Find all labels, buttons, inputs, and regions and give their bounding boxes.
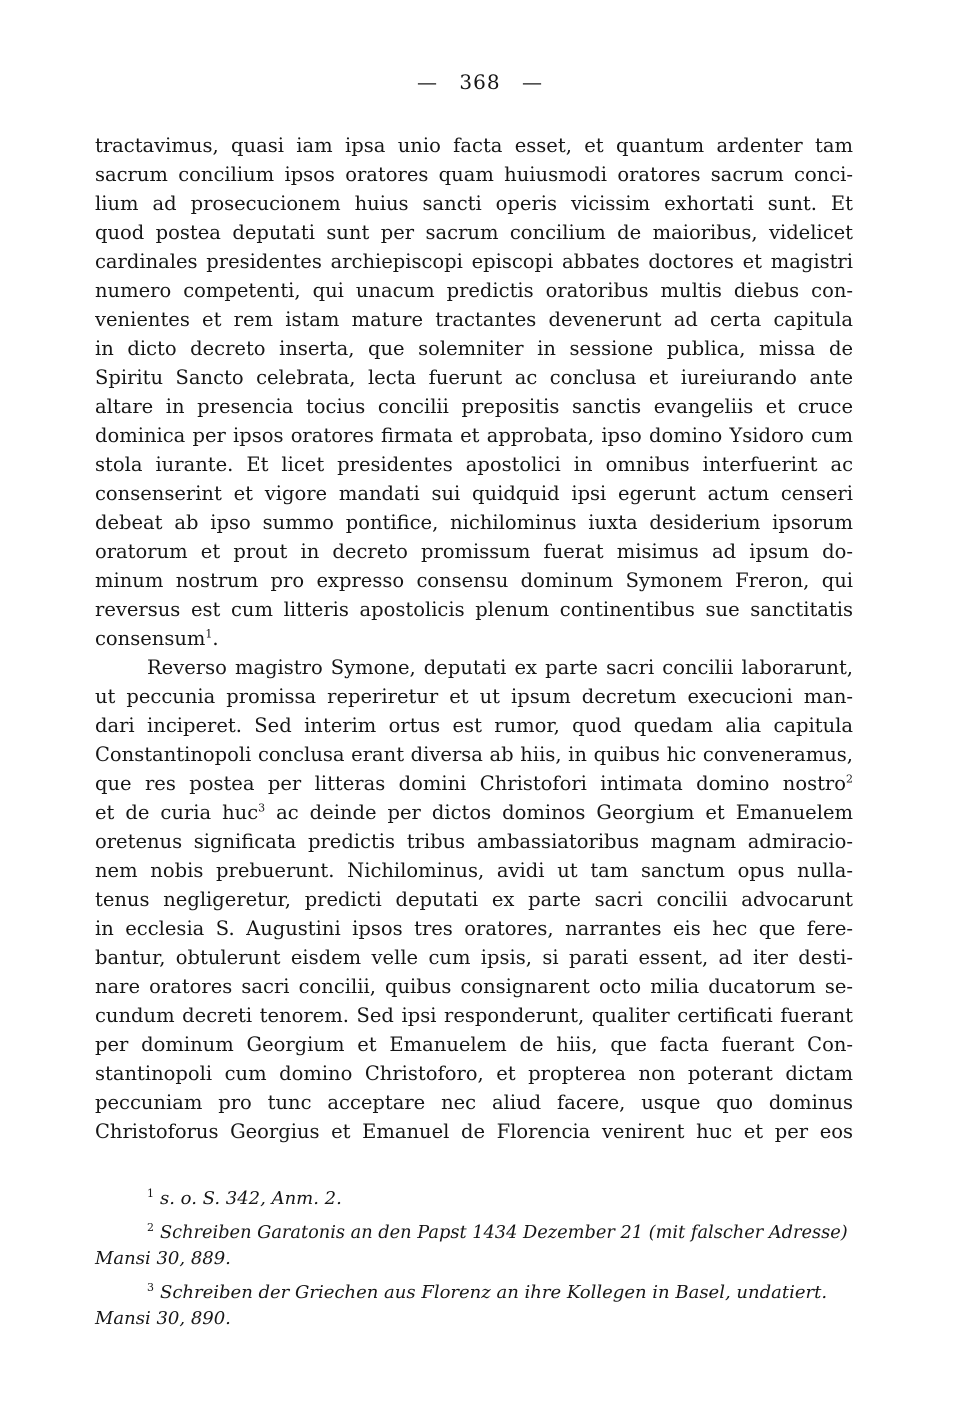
line-text: bantur, obtulerunt eisdem velle cum ipsis, si parati essent, ad iter desti- [95,946,853,969]
text-line [95,479,853,508]
line-text: venientes et rem istam mature tractantes devenerunt ad certa capitula [95,308,853,331]
footnote-number: 1 [147,1187,154,1200]
text-line [95,189,853,218]
text-line [95,450,853,479]
text-line [95,827,853,856]
line-text: et de curia huc [95,801,259,824]
footnote-text: Schreiben der Griechen aus Florenz an ihre Kollegen in Basel, undatiert. [160,1282,828,1303]
line-text: stola iurante. Et licet presidentes apostolici in omnibus interfuerint ac [95,453,853,476]
text-line [95,653,853,682]
footnote-line [95,1246,855,1272]
text-line [95,1001,853,1030]
line-text: Constantinopoli conclusa erant diversa ab hiis, in quibus hic conveneramus, [95,743,853,766]
page-number: 368 [459,70,501,94]
line-text-continued: ac deinde per dictos dominos Georgium et Emanuelem [265,801,853,824]
footnote-number: 3 [147,1281,154,1294]
line-text: consensum [95,627,206,650]
line-text: dari inciperet. Sed interim ortus est rumor, quod quedam alia capitula [95,714,853,737]
line-text: quod postea deputati sunt per sacrum concilium de maioribus, videlicet [95,221,853,244]
line-text: cundum decreti tenorem. Sed ipsi responderunt, qualiter certificati fuerant [95,1004,853,1027]
text-line [95,421,853,450]
footnote-text: Mansi 30, 889. [95,1248,231,1269]
line-text: reversus est cum litteris apostolicis plenum continentibus sue sanctitatis [95,598,853,621]
text-line [95,798,853,827]
text-line [95,392,853,421]
footnotes [95,1186,855,1332]
text-line [95,1059,853,1088]
text-line [95,363,853,392]
line-text: per dominum Georgium et Emanuelem de hiis, que facta fuerant Con- [95,1033,853,1056]
line-text: nem nobis prebuerunt. Nichilominus, avidi ut tam sanctum opus nulla- [95,859,853,882]
text-line [95,1030,853,1059]
footnote-text: Schreiben Garatonis an den Papst 1434 Dezember 21 (mit falscher Adresse) [160,1223,848,1243]
line-text: debeat ab ipso summo pontifice, nichilominus iuxta desiderium ipsorum [95,511,853,534]
footnote-reference: 2 [846,772,853,786]
text-line [95,131,853,160]
text-line [95,682,853,711]
line-text: minum nostrum pro expresso consensu dominum Symonem Freron, qui [95,569,853,592]
text-line [95,885,853,914]
text-line [95,972,853,1001]
line-text: dominica per ipsos oratores firmata et approbata, ipso domino Ysidoro cum [95,424,853,447]
line-text: numero competenti, qui unacum predictis oratoribus multis diebus con- [95,279,853,302]
line-text: altare in presencia tocius concilii prepositis sanctis evangeliis et cruce [95,395,853,418]
text-line [95,305,853,334]
footnote-number: 2 [147,1221,154,1235]
header-dash-right: — [521,70,543,94]
line-text: in dicto decreto inserta, que solemniter in sessione publica, missa de [95,337,853,360]
footnote-reference: 1 [205,627,213,641]
text-line [95,160,853,189]
line-text: nare oratores sacri concilii, quibus consignarent octo milia ducatorum se- [95,975,853,998]
footnote-text: s. o. S. 342, Anm. 2. [160,1188,342,1209]
line-text: lium ad prosecucionem huius sancti operis vicissim exhortati sunt. Et [95,192,853,215]
footnote-line [95,1306,855,1332]
text-line [95,711,853,740]
line-text: oretenus significata predictis tribus ambassiatoribus magnam admiracio- [95,830,853,853]
footnote-line [95,1280,855,1306]
footnote-line [95,1220,855,1246]
line-text: sacrum concilium ipsos oratores quam huiusmodi oratores sacrum conci- [95,163,853,186]
body-text [95,131,853,1146]
text-line [95,276,853,305]
text-line [95,914,853,943]
text-line [95,218,853,247]
text-line [95,740,853,769]
line-text: ut peccunia promissa reperiretur et ut ipsum decretum execucioni man- [95,685,853,708]
footnote-reference: 3 [258,801,266,815]
line-text: Spiritu Sancto celebrata, lecta fuerunt ac conclusa et iureiurando ante [95,366,853,389]
line-text: tenus negligeretur, predicti deputati ex parte sacri concilii advocarunt [95,888,853,911]
page-header [0,70,960,94]
text-line [95,856,853,885]
text-line [95,943,853,972]
line-text: peccuniam pro tunc acceptare nec aliud facere, usque quo dominus [95,1091,853,1114]
text-line [95,334,853,363]
text-line [95,247,853,276]
text-line [95,508,853,537]
line-text: oratorum et prout in decreto promissum fuerat misimus ad ipsum do- [95,540,853,563]
line-text: Christoforus Georgius et Emanuel de Florencia venirent huc et per eos [95,1120,853,1143]
text-line [95,769,853,798]
line-text: Reverso magistro Symone, deputati ex parte sacri concilii laborarunt, [147,656,853,679]
footnote-line [95,1186,855,1212]
footnote-text: Mansi 30, 890. [95,1308,231,1329]
line-text: tractavimus, quasi iam ipsa unio facta esset, et quantum ardenter tam [95,134,853,157]
line-text: cardinales presidentes archiepiscopi episcopi abbates doctores et magistri [95,250,853,273]
text-line [95,566,853,595]
line-text: consenserint et vigore mandati sui quidquid ipsi egerunt actum censeri [95,482,853,505]
text-line [95,1117,853,1146]
text-line [95,595,853,624]
line-text-continued: . [212,627,219,650]
header-dash-left: — [417,70,439,94]
text-line [95,537,853,566]
line-text: stantinopoli cum domino Christoforo, et propterea non poterant dictam [95,1062,853,1085]
text-line [95,624,853,653]
text-line [95,1088,853,1117]
line-text: in ecclesia S. Augustini ipsos tres oratores, narrantes eis hec que fere- [95,917,853,940]
line-text: que res postea per litteras domini Christofori intimata domino nostro [95,772,846,795]
